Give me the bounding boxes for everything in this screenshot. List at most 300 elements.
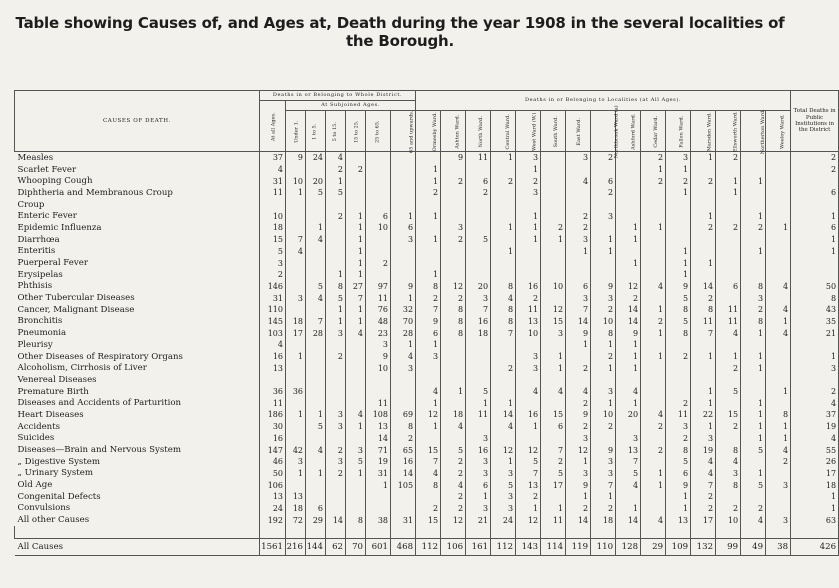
cell bbox=[566, 351, 591, 363]
cell: 15 bbox=[260, 234, 286, 246]
cell: 2 bbox=[716, 503, 741, 515]
cell bbox=[391, 175, 416, 187]
cell: 24 bbox=[306, 152, 326, 164]
cell bbox=[616, 164, 641, 176]
cell bbox=[791, 374, 839, 386]
cell: 2 bbox=[641, 152, 666, 164]
cell: 97 bbox=[366, 281, 391, 293]
cell bbox=[691, 199, 716, 211]
cell: 2 bbox=[791, 386, 839, 398]
cell bbox=[346, 503, 366, 515]
age-header: 5 to 15. bbox=[326, 111, 346, 152]
cell: 1 bbox=[741, 421, 766, 433]
cell: 7 bbox=[516, 468, 541, 480]
cell: 10 bbox=[366, 222, 391, 234]
cell: 216 bbox=[286, 539, 306, 556]
cell bbox=[616, 246, 641, 258]
cell: 2 bbox=[666, 433, 691, 445]
cell bbox=[616, 175, 641, 187]
cell: 4 bbox=[416, 468, 441, 480]
cell: 1 bbox=[691, 152, 716, 164]
cell: 1 bbox=[616, 397, 641, 409]
cell: 3 bbox=[591, 386, 616, 398]
cell: 3 bbox=[566, 152, 591, 164]
cell bbox=[791, 199, 839, 211]
cell: 4 bbox=[616, 386, 641, 398]
cell: 1 bbox=[766, 433, 791, 445]
cell bbox=[591, 222, 616, 234]
cause-name: Cancer, Malignant Disease bbox=[15, 304, 260, 316]
cell: 9 bbox=[441, 152, 466, 164]
cell: 8 bbox=[766, 409, 791, 421]
cell: 1 bbox=[326, 304, 346, 316]
cell: 3 bbox=[616, 433, 641, 445]
cell: 1 bbox=[741, 351, 766, 363]
cell bbox=[541, 210, 566, 222]
cell: 9 bbox=[666, 281, 691, 293]
table-row bbox=[15, 409, 839, 421]
cell: 15 bbox=[416, 444, 441, 456]
cell bbox=[541, 374, 566, 386]
cell bbox=[466, 351, 491, 363]
cell: 13 bbox=[516, 316, 541, 328]
cell: 8 bbox=[326, 281, 346, 293]
cause-name: Diarrhœa bbox=[15, 234, 260, 246]
cell: 2 bbox=[716, 152, 741, 164]
cell: 5 bbox=[326, 292, 346, 304]
cell: 1 bbox=[591, 397, 616, 409]
cell: 1 bbox=[566, 246, 591, 258]
cell: 4 bbox=[306, 234, 326, 246]
table-row bbox=[15, 374, 839, 386]
cell bbox=[306, 199, 326, 211]
cell bbox=[716, 374, 741, 386]
cell bbox=[366, 386, 391, 398]
cell: 19 bbox=[791, 421, 839, 433]
cell: 2 bbox=[591, 421, 616, 433]
cell bbox=[616, 269, 641, 281]
cell bbox=[691, 187, 716, 199]
cell: 76 bbox=[366, 304, 391, 316]
cell bbox=[616, 491, 641, 503]
cause-name: Premature Birth bbox=[15, 386, 260, 398]
cell: 9 bbox=[566, 409, 591, 421]
cell: 2 bbox=[641, 175, 666, 187]
cell bbox=[366, 152, 391, 164]
cell: 4 bbox=[766, 444, 791, 456]
cell bbox=[691, 374, 716, 386]
cell bbox=[591, 433, 616, 445]
cell bbox=[641, 187, 666, 199]
cell: 15 bbox=[716, 409, 741, 421]
cell: 1 bbox=[741, 409, 766, 421]
cell: 14 bbox=[616, 316, 641, 328]
cell: 1 bbox=[641, 351, 666, 363]
cell: 13 bbox=[366, 421, 391, 433]
cell: 1 bbox=[616, 362, 641, 374]
cell: 1 bbox=[416, 164, 441, 176]
cell: 2 bbox=[741, 503, 766, 515]
cell bbox=[306, 479, 326, 491]
cell: 1 bbox=[791, 210, 839, 222]
cell: 8 bbox=[491, 281, 516, 293]
ward-header: South Ward. bbox=[541, 111, 566, 152]
table-row bbox=[15, 503, 839, 515]
cell: 2 bbox=[441, 175, 466, 187]
cell bbox=[766, 292, 791, 304]
cell: 6 bbox=[391, 222, 416, 234]
cell bbox=[326, 374, 346, 386]
cell: 1 bbox=[691, 386, 716, 398]
cell bbox=[516, 269, 541, 281]
cell: 601 bbox=[366, 539, 391, 556]
cell: 16 bbox=[391, 456, 416, 468]
cell: 103 bbox=[260, 327, 286, 339]
cell: 11 bbox=[716, 304, 741, 316]
cell: 38 bbox=[766, 539, 791, 556]
cell: 8 bbox=[491, 304, 516, 316]
cell bbox=[391, 187, 416, 199]
cell: 12 bbox=[491, 444, 516, 456]
cell bbox=[326, 386, 346, 398]
cell bbox=[691, 269, 716, 281]
cell: 72 bbox=[286, 514, 306, 526]
cell: 2 bbox=[741, 222, 766, 234]
cell bbox=[391, 503, 416, 515]
cell: 3 bbox=[491, 468, 516, 480]
cell: 9 bbox=[566, 479, 591, 491]
cell: 8 bbox=[741, 281, 766, 293]
cell: 48 bbox=[366, 316, 391, 328]
cell: 1 bbox=[741, 327, 766, 339]
cell bbox=[306, 456, 326, 468]
cell: 2 bbox=[641, 316, 666, 328]
cell: 3 bbox=[516, 351, 541, 363]
cell: 2 bbox=[566, 362, 591, 374]
cell: 2 bbox=[516, 175, 541, 187]
cell bbox=[641, 292, 666, 304]
cell: 1 bbox=[591, 339, 616, 351]
cell bbox=[346, 374, 366, 386]
cell: 3 bbox=[391, 362, 416, 374]
cell: 1 bbox=[716, 175, 741, 187]
ward-header: Northerton Ward. bbox=[741, 111, 766, 152]
cell: 70 bbox=[346, 539, 366, 556]
cell bbox=[641, 491, 666, 503]
cell bbox=[306, 246, 326, 258]
table-row bbox=[15, 210, 839, 222]
cell bbox=[741, 374, 766, 386]
age-header: 15 to 25. bbox=[346, 111, 366, 152]
cell: 1 bbox=[416, 210, 441, 222]
cell: 112 bbox=[491, 539, 516, 556]
cell bbox=[306, 491, 326, 503]
cell: 10 bbox=[260, 210, 286, 222]
cell: 7 bbox=[466, 304, 491, 316]
cell: 16 bbox=[466, 444, 491, 456]
cause-name: Diseases—Brain and Nervous System bbox=[15, 444, 260, 456]
cell: 1 bbox=[666, 246, 691, 258]
cell: 18 bbox=[286, 503, 306, 515]
cell: 1 bbox=[591, 234, 616, 246]
cell: 6 bbox=[366, 210, 391, 222]
cell bbox=[391, 269, 416, 281]
cell bbox=[306, 374, 326, 386]
cell: 69 bbox=[391, 409, 416, 421]
cause-name: Scarlet Fever bbox=[15, 164, 260, 176]
cell bbox=[516, 257, 541, 269]
cell: 1 bbox=[466, 397, 491, 409]
cell: 2 bbox=[591, 152, 616, 164]
cell bbox=[741, 164, 766, 176]
cell: 5 bbox=[666, 292, 691, 304]
cell bbox=[441, 187, 466, 199]
cause-name: Old Age bbox=[15, 479, 260, 491]
cell: 1 bbox=[691, 257, 716, 269]
cell: 132 bbox=[691, 539, 716, 556]
cell: 4 bbox=[766, 281, 791, 293]
cell: 3 bbox=[466, 456, 491, 468]
cell bbox=[346, 175, 366, 187]
age-header: 25 to 65. bbox=[366, 111, 391, 152]
cell: 1 bbox=[716, 187, 741, 199]
cell bbox=[541, 491, 566, 503]
cell: 5 bbox=[306, 187, 326, 199]
cell: 8 bbox=[391, 421, 416, 433]
cell: 7 bbox=[691, 327, 716, 339]
cell bbox=[766, 246, 791, 258]
cell bbox=[306, 339, 326, 351]
cell bbox=[741, 269, 766, 281]
cell bbox=[366, 491, 391, 503]
cell: 2 bbox=[591, 503, 616, 515]
cell bbox=[716, 397, 741, 409]
cell: 2 bbox=[541, 222, 566, 234]
cell bbox=[466, 199, 491, 211]
cell bbox=[366, 164, 391, 176]
cell: 1 bbox=[491, 152, 516, 164]
cell bbox=[260, 374, 286, 386]
cell: 2 bbox=[691, 292, 716, 304]
cell: 2 bbox=[566, 397, 591, 409]
cell bbox=[516, 339, 541, 351]
cause-name: Whooping Cough bbox=[15, 175, 260, 187]
cell: 5 bbox=[441, 444, 466, 456]
cell: 3 bbox=[741, 292, 766, 304]
cell bbox=[641, 210, 666, 222]
cell: 1 bbox=[741, 175, 766, 187]
cell: 11 bbox=[666, 409, 691, 421]
cell: 1 bbox=[516, 234, 541, 246]
cell: 186 bbox=[260, 409, 286, 421]
cell bbox=[466, 246, 491, 258]
cell: 1 bbox=[346, 257, 366, 269]
cell bbox=[416, 152, 441, 164]
table-row bbox=[15, 479, 839, 491]
cell: 1 bbox=[346, 468, 366, 480]
cell: 3 bbox=[466, 503, 491, 515]
cell: 2 bbox=[346, 164, 366, 176]
cell: 4 bbox=[346, 409, 366, 421]
cell: 4 bbox=[541, 386, 566, 398]
cell: 1 bbox=[346, 210, 366, 222]
cell: 3 bbox=[326, 327, 346, 339]
cell bbox=[516, 199, 541, 211]
cell bbox=[741, 257, 766, 269]
cause-name: Bronchitis bbox=[15, 316, 260, 328]
cell: 426 bbox=[791, 539, 839, 556]
cell: 8 bbox=[591, 327, 616, 339]
cell: 4 bbox=[766, 304, 791, 316]
cell bbox=[491, 257, 516, 269]
cell: 2 bbox=[441, 292, 466, 304]
cell: 8 bbox=[691, 304, 716, 316]
cell bbox=[286, 421, 306, 433]
cell bbox=[666, 234, 691, 246]
cell: 7 bbox=[491, 327, 516, 339]
cell: 50 bbox=[791, 281, 839, 293]
cell: 4 bbox=[260, 164, 286, 176]
cell: 2 bbox=[566, 210, 591, 222]
cell: 1 bbox=[491, 456, 516, 468]
cell: 1 bbox=[416, 269, 441, 281]
cell: 9 bbox=[591, 281, 616, 293]
cell: 4 bbox=[766, 327, 791, 339]
table-row bbox=[15, 421, 839, 433]
table-row bbox=[15, 514, 839, 526]
cell bbox=[641, 257, 666, 269]
cell: 4 bbox=[516, 386, 541, 398]
localities-header: Deaths in or Belonging to Localities (at All Ages). bbox=[416, 91, 791, 111]
cell: 55 bbox=[791, 444, 839, 456]
cell bbox=[441, 374, 466, 386]
cell bbox=[491, 374, 516, 386]
cell: 2 bbox=[326, 351, 346, 363]
table-row bbox=[15, 468, 839, 480]
cell: 28 bbox=[306, 327, 326, 339]
subjoined-ages-header: At Subjoined Ages. bbox=[286, 101, 416, 111]
cell: 8 bbox=[441, 304, 466, 316]
cause-name: Enteric Fever bbox=[15, 210, 260, 222]
cell bbox=[666, 374, 691, 386]
cell bbox=[691, 339, 716, 351]
cell: 1 bbox=[541, 351, 566, 363]
cell: 106 bbox=[441, 539, 466, 556]
cell: 42 bbox=[286, 444, 306, 456]
cell: 109 bbox=[666, 539, 691, 556]
cell: 1 bbox=[616, 503, 641, 515]
cell bbox=[346, 491, 366, 503]
cell: 9 bbox=[416, 316, 441, 328]
cause-name: Convulsions bbox=[15, 503, 260, 515]
cell: 50 bbox=[260, 468, 286, 480]
cell bbox=[441, 269, 466, 281]
cell bbox=[441, 246, 466, 258]
cell bbox=[286, 479, 306, 491]
cell bbox=[306, 386, 326, 398]
cell: 3 bbox=[491, 503, 516, 515]
ward-header: West Ward (W.) bbox=[516, 111, 541, 152]
cell bbox=[391, 199, 416, 211]
cell: 1 bbox=[791, 246, 839, 258]
cell: 8 bbox=[441, 327, 466, 339]
cell: 46 bbox=[260, 456, 286, 468]
cell: 2 bbox=[616, 292, 641, 304]
cell: 1 bbox=[346, 246, 366, 258]
table-row bbox=[15, 152, 839, 164]
cell bbox=[306, 433, 326, 445]
cell: 1 bbox=[641, 304, 666, 316]
cell: 3 bbox=[516, 362, 541, 374]
cell bbox=[366, 503, 391, 515]
cell bbox=[346, 199, 366, 211]
cell bbox=[591, 199, 616, 211]
cell: 17 bbox=[691, 514, 716, 526]
cell: 6 bbox=[416, 327, 441, 339]
cell bbox=[416, 199, 441, 211]
cell: 1 bbox=[516, 421, 541, 433]
cell: 1 bbox=[346, 269, 366, 281]
cell bbox=[326, 339, 346, 351]
cell: 5 bbox=[306, 281, 326, 293]
cell bbox=[766, 269, 791, 281]
cell bbox=[326, 257, 346, 269]
cell: 2 bbox=[516, 292, 541, 304]
cell bbox=[391, 374, 416, 386]
cell: 2 bbox=[791, 152, 839, 164]
ward-header: Ellsworth Ward. bbox=[716, 111, 741, 152]
cell: 1 bbox=[286, 187, 306, 199]
cell: 1 bbox=[416, 175, 441, 187]
cell bbox=[366, 175, 391, 187]
cell bbox=[491, 339, 516, 351]
cell: 21 bbox=[791, 327, 839, 339]
cell: 3 bbox=[491, 491, 516, 503]
cause-name: Croup bbox=[15, 199, 260, 211]
cell: 128 bbox=[616, 539, 641, 556]
cell: 2 bbox=[516, 491, 541, 503]
cell: 14 bbox=[616, 514, 641, 526]
cell: 17 bbox=[541, 479, 566, 491]
cell bbox=[306, 397, 326, 409]
cell: 10 bbox=[591, 316, 616, 328]
cell: 3 bbox=[566, 292, 591, 304]
total-row bbox=[15, 539, 839, 556]
cell bbox=[491, 199, 516, 211]
cell: 2 bbox=[491, 175, 516, 187]
cell: 3 bbox=[326, 409, 346, 421]
cell: 3 bbox=[326, 456, 346, 468]
cell: 3 bbox=[541, 327, 566, 339]
cell bbox=[306, 164, 326, 176]
cell: 5 bbox=[741, 444, 766, 456]
cell bbox=[641, 234, 666, 246]
cell: 13 bbox=[286, 491, 306, 503]
cell: 6 bbox=[791, 222, 839, 234]
cell bbox=[566, 257, 591, 269]
cell: 2 bbox=[441, 491, 466, 503]
cell bbox=[326, 479, 346, 491]
cell bbox=[741, 339, 766, 351]
cell: 5 bbox=[491, 479, 516, 491]
cell: 1 bbox=[791, 503, 839, 515]
cell: 2 bbox=[641, 421, 666, 433]
cell: 2 bbox=[391, 433, 416, 445]
cell bbox=[741, 491, 766, 503]
cell: 1 bbox=[791, 234, 839, 246]
cell bbox=[541, 269, 566, 281]
cell bbox=[441, 397, 466, 409]
